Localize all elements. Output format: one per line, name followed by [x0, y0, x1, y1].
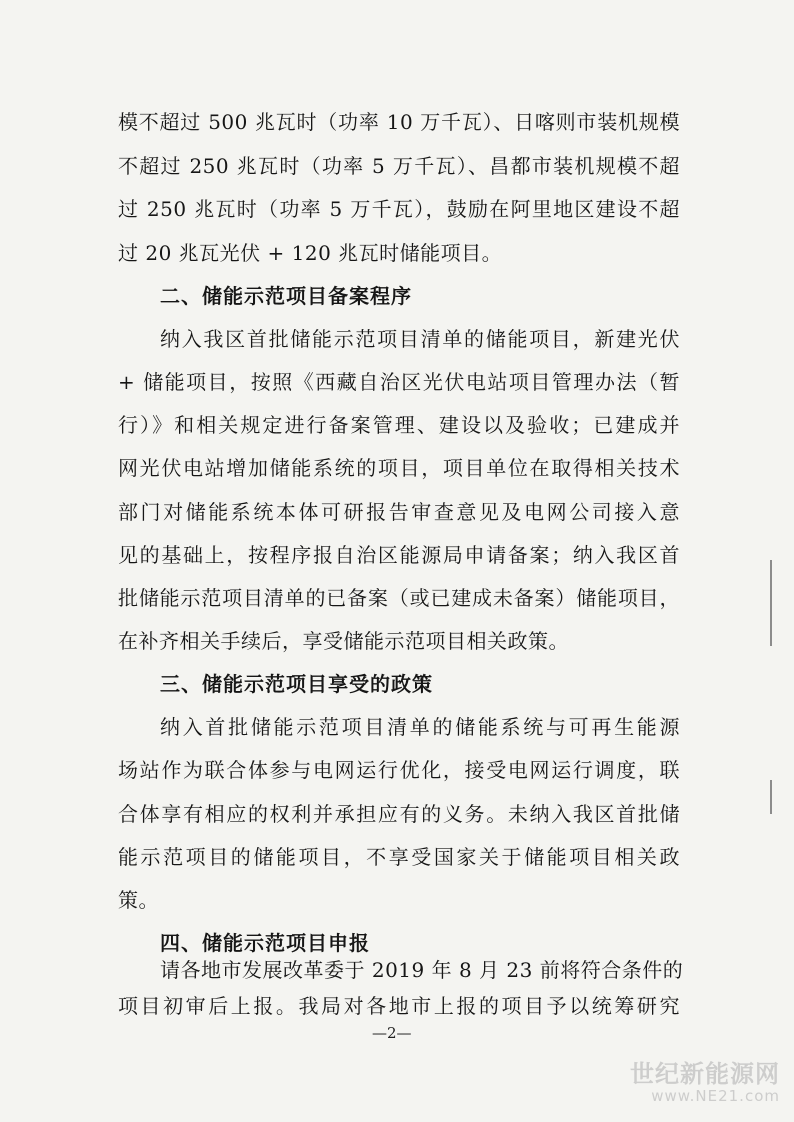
body-line: 纳入首批储能示范项目清单的储能系统与可再生能源: [160, 715, 680, 739]
body-line: 请各地市发展改革委于 2019 年 8 月 23 前将符合条件的: [160, 958, 684, 982]
scan-mark: [770, 780, 772, 814]
watermark-title: 世纪新能源网: [630, 1060, 780, 1088]
body-line: 项目初审后上报。我局对各地市上报的项目予以统筹研究: [118, 994, 680, 1018]
body-line: 过 20 兆瓦光伏 + 120 兆瓦时储能项目。: [118, 241, 503, 265]
body-line: 网光伏电站增加储能系统的项目，项目单位在取得相关技术: [118, 456, 680, 480]
section-heading-3: 三、储能示范项目享受的政策: [160, 672, 433, 696]
body-line: 策。: [118, 888, 159, 912]
body-line: 模不超过 500 兆瓦时（功率 10 万千瓦）、日喀则市装机规模: [118, 110, 680, 134]
body-line: 能示范项目的储能项目，不享受国家关于储能项目相关政: [118, 845, 680, 869]
body-line: 行）》和相关规定进行备案管理、建设以及验收；已建成并: [118, 413, 680, 437]
page-number: —2—: [372, 1024, 412, 1042]
body-line: 场站作为联合体参与电网运行优化，接受电网运行调度，联: [118, 758, 680, 782]
body-line: + 储能项目，按照《西藏自治区光伏电站项目管理办法（暂: [118, 370, 680, 394]
body-line: 批储能示范项目清单的已备案（或已建成未备案）储能项目，: [118, 586, 680, 610]
section-heading-2: 二、储能示范项目备案程序: [160, 284, 412, 308]
scan-mark: [770, 560, 772, 646]
body-line: 合体享有相应的权利并承担应有的义务。未纳入我区首批储: [118, 802, 680, 826]
body-line: 纳入我区首批储能示范项目清单的储能项目，新建光伏: [160, 327, 680, 351]
body-line: 过 250 兆瓦时（功率 5 万千瓦），鼓励在阿里地区建设不超: [118, 197, 680, 221]
section-heading-4: 四、储能示范项目申报: [160, 931, 370, 955]
body-line: 见的基础上，按程序报自治区能源局申请备案；纳入我区首: [118, 543, 680, 567]
body-line: 在补齐相关手续后，享受储能示范项目相关政策。: [118, 629, 569, 653]
body-line: 部门对储能系统本体可研报告审查意见及电网公司接入意: [118, 500, 680, 524]
watermark-url: www.NE21.com: [651, 1087, 780, 1105]
site-watermark: [630, 1062, 780, 1104]
body-line: 不超过 250 兆瓦时（功率 5 万千瓦）、昌都市装机规模不超: [118, 154, 680, 178]
